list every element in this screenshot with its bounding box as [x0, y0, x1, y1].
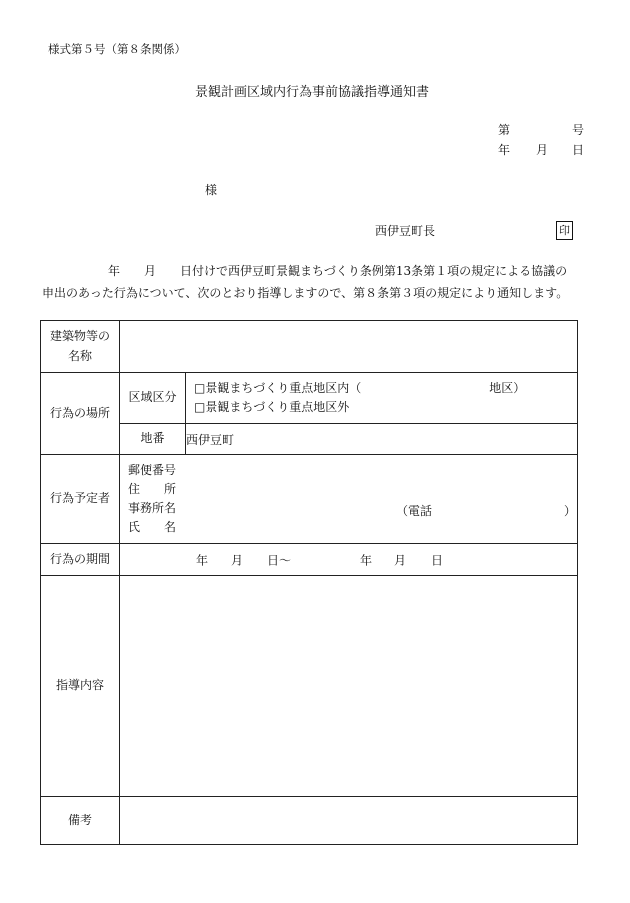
- area-division-label: 区域区分: [120, 373, 186, 424]
- document-title: 景観計画区域内行為事前協議指導通知書: [195, 85, 430, 100]
- location-label: 行為の場所: [41, 373, 120, 455]
- building-name-field[interactable]: [120, 321, 578, 373]
- lot-number-value[interactable]: 西伊豆町: [186, 424, 578, 455]
- period-field[interactable]: [120, 544, 578, 576]
- notice-form-table: [40, 320, 578, 845]
- building-name-label-2: 名称: [67, 348, 92, 363]
- table-row-guidance: [41, 576, 578, 797]
- building-name-label-cell: [41, 321, 120, 373]
- issuer-name: 西伊豆町長: [375, 224, 436, 238]
- addressee-suffix: 様: [205, 183, 218, 197]
- planner-label: 行為予定者: [41, 455, 120, 544]
- remarks-label: 備考: [41, 797, 120, 845]
- period-year-start: 年: [196, 553, 209, 567]
- date-year-label: 年: [498, 143, 511, 157]
- date-month-label: 月: [536, 143, 549, 157]
- period-day-start: 日～: [267, 553, 292, 567]
- person-name-label: 氏 名: [128, 520, 177, 534]
- table-row-building: [41, 321, 578, 373]
- table-row-remarks: [41, 797, 578, 845]
- area-division-options: [186, 373, 578, 424]
- area-inside-option[interactable]: [186, 379, 577, 398]
- period-label: 行為の期間: [41, 544, 120, 576]
- phone-close-label: ）: [564, 504, 577, 518]
- remarks-field[interactable]: [120, 797, 578, 845]
- form-number: 様式第５号（第８条関係）: [48, 42, 186, 56]
- table-row-period: [41, 544, 578, 576]
- area-inside-label: □景観まちづくり重点地区内（: [194, 381, 362, 395]
- document-number-label: 第: [498, 123, 511, 137]
- date-day-label: 日: [572, 143, 585, 157]
- seal-mark: 印: [556, 221, 573, 240]
- intro-line-1: 年 月 日付けで西伊豆町景観まちづくり条例第13条第１項の規定による協議の: [108, 264, 568, 278]
- address-label: 住 所: [128, 482, 177, 496]
- guidance-label: 指導内容: [41, 576, 120, 797]
- period-month-start: 月: [231, 553, 244, 567]
- postal-code-label: 郵便番号: [128, 463, 177, 477]
- table-row-planner: [41, 455, 578, 544]
- document-number-suffix: 号: [572, 123, 585, 137]
- phone-open-label: （電話: [396, 504, 433, 518]
- office-name-label: 事務所名: [128, 501, 177, 515]
- area-inside-suffix: 地区）: [489, 381, 526, 395]
- guidance-field[interactable]: [120, 576, 578, 797]
- building-name-label-1: 建築物等の: [49, 329, 110, 344]
- period-year-end: 年: [360, 553, 373, 567]
- planner-details: [120, 455, 578, 544]
- table-row-lot: [41, 424, 578, 455]
- period-month-end: 月: [394, 553, 407, 567]
- period-day-end: 日: [431, 553, 444, 567]
- area-outside-option[interactable]: □景観まちづくり重点地区外: [194, 400, 350, 414]
- table-row-area: [41, 373, 578, 424]
- intro-line-2: 申出のあった行為について、次のとおり指導しますので、第８条第３項の規定により通知します。: [42, 286, 569, 300]
- lot-number-label: 地番: [120, 424, 186, 455]
